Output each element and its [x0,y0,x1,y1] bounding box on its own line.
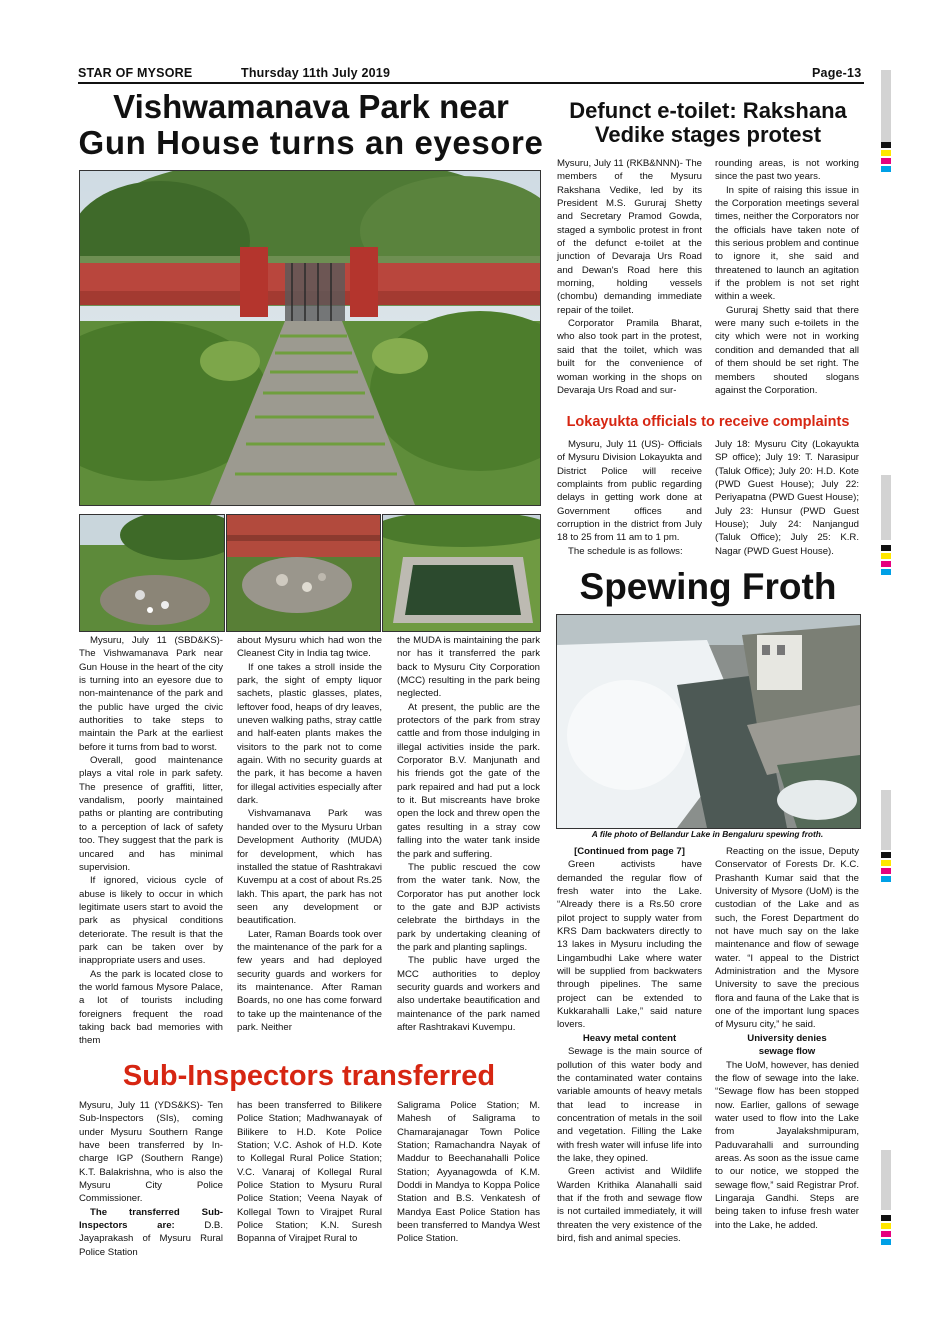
park-headline-line1: Vishwamanava Park near [113,88,509,125]
froth-subhead-university: University denies sewage flow [747,1032,827,1058]
park-col1-para: Overall, good maintenance plays a vital role in park safety. The presence of graffiti, litter, vandalism, poorly maintained paths or planting are contributing to a perception of lack of safety too. They suggest that the park is uncared and has minimal supervision. [79,755,223,873]
toilet-headline-line1: Defunct e-toilet: Rakshana [569,98,847,123]
froth-subhead-metal: Heavy metal content [582,1032,677,1044]
froth-photo [556,614,861,829]
si-list-lead: The transferred Sub-Inspectors are: [79,1206,223,1232]
froth-col1-para: Sewage is the main source of pollution of this water body and the contaminated water contains variable amounts of heavy metals that lead to increase in concentration of metals in the soil and vegetation. Filling the Lake with fresh water will infuse life into the lake, they opined. [557,1046,702,1164]
park-col3-para: the MUDA is maintaining the park nor has it transferred the park back to Mysuru City Corporation (MCC) resulting in the park being neglected. [397,635,540,700]
park-col1-para: As the park is located close to the world famous Mysore Palace, a lot of tourists including foreigners frequent the road taking back bad memories with them [79,968,223,1047]
lokayukta-headline: Lokayukta officials to receive complaints [566,414,850,430]
park-headline-line2: Gun House turns an eyesore [78,123,544,161]
si-col1-para [79,1206,223,1259]
toilet-article-col2 [715,157,859,397]
froth-col1-para: Green activist and Wildlife Warden Krithika Alanahalli said that if the froth and sewage flow is not curtailed immediately, it will threaten the very existence of the bird, fish and animal species. [557,1166,702,1244]
toilet-headline-line2: Vedike stages protest [594,121,822,147]
lokayukta-col1-para: Mysuru, July 11 (US)- Officials of Mysuru Division Lokayukta and District Police will receive complaints from public regarding delays in getting work done at Government offices and corruption in the district from July 18 to 25 from 11 am to 1 pm. [557,439,702,544]
registration-black [881,852,891,858]
lokayukta-col1-para: The schedule is as follows: [568,545,683,557]
lokayukta-article-col1 [557,438,702,558]
registration-yellow [881,150,891,156]
registration-cyan [881,876,891,882]
toilet-col2-para: In spite of raising this issue in the Corporation meetings several times, neither the Corporators nor the officials have taken note of this serious problem and continue to ignore it, she said and threatened to launch an agitation if the problem is not set right within a week. [715,184,859,303]
froth-article-col2 [715,845,859,1232]
froth-col1-para: Green activists have demanded the regular flow of fresh water into the Lake. “Already there is a Rs.50 crore pilot project to supply water from KRS Dam backwaters directly to 13 lakes in Mysuru including the Lingambudhi Lake where water will be supplied from backwaters through pipelines. The same project can be extended to Kukkarahalli Lake,” said nature lovers. [557,859,702,1031]
park-article-col2 [237,634,382,1034]
toilet-col2-para: rounding areas, is not working since the past two years. [715,158,859,183]
park-col2-para: If one takes a stroll inside the park, the sight of empty liquor sachets, plastic glasses, plates, leftover food, heaps of dry leaves, uneven walking paths, stray cattle and half-eaten plants makes the visitors to the park not to come again. With no security guards at the park, it has become a haven for illegal activities especially after dark. [237,661,382,807]
litter-image [80,515,224,631]
park-article-col3 [397,634,540,1034]
park-col3-para: The public rescued the cow from the water tank. Now, the Corporator has put another lock to the gate and BJP activists celebrate the birthdays in the park by undertaking cleaning of the park and planting saplings. [397,861,540,953]
si-col1-para: Mysuru, July 11 (YDS&KS)- Ten Sub-Inspectors (SIs), coming under Mysuru Southern Range have been transferred by In-charge IGP (Southern Range) K.T. Balakrishna, who is also the Mysuru City Police Commissioner. [79,1100,223,1205]
publication-name: STAR OF MYSORE [78,66,193,80]
park-col2-para: Later, Raman Boards took over the maintenance of the park for a few years and had deployed security guards and workers for its maintenance. After Raman Boards, no one has come forward to take up the maintenance of the park. Neither [237,928,382,1033]
toilet-col2-para: Gururaj Shetty said that there were many such e-toilets in the city which were not in working condition and demanded that all of them should be set right. The members shouted slogans against the Corporation. [715,304,859,396]
registration-cyan [881,569,891,575]
registration-yellow [881,1223,891,1229]
registration-magenta [881,1231,891,1237]
si-col2-para: has been transferred to Bilikere Police Station; Madhwanayak of Bilikere to H.D. Kote Police Station; V.C. Ashok of H.D. Kote to Kollegal Rural Police Station; V.C. Vanaraj of Kollegal Rural Police Station to Mysuru Rural Police Station; Veena Nayak of Kollegal Town to Virajpet Rural Police Station; K.N. Suresh Bopanna of Virajpet Rural to [237,1100,382,1245]
froth-article-col1 [557,845,702,1245]
froth-col2-para: Reacting on the issue, Deputy Conservator of Forests Dr. K.C. Prashanth Kumar said that the University of Mysore (UoM) is the custodian of the Lake and as such, the Forest Department do not have much say on the lake maintenance and flow of sewage water. “I appeal to the District Administration and the Mysore University to save the precious flora and fauna of the Lake that is one of the important lung spaces of Mysuru city,” he said. [715,846,859,1031]
park-col2-para: about Mysuru which had won the Cleanest City in India tag twice. [237,635,382,660]
park-pathway-image [80,171,540,505]
froth-headline: Spewing Froth [579,566,837,607]
park-col3-para: At present, the public are the protectors of the park from stray cattle and from those indulging in illegal activities inside the park. Corporator B.V. Manjunath and his friends got the gate of the park repaired and had put a lock to it. But miscreants have broke open the lock and threw open the gates resulting in a stray cow falling into the water tank inside the park and suffering. [397,701,540,860]
park-photo-debris [226,514,381,632]
registration-cyan [881,166,891,172]
registration-black [881,1215,891,1221]
si-article-col1 [79,1099,223,1259]
registration-black [881,142,891,148]
park-col1-para: Mysuru, July 11 (SBD&KS)- The Vishwamanava Park near Gun House in the heart of the city is turning into an eyesore due to non-maintenance of the park and the public have urged the civic authorities to take steps to maintain the Park at the earliest before it turns from bad to worst. [79,635,223,753]
si-col3-para: Saligrama Police Station; M. Mahesh of Saligrama to Chamarajanagar Town Police Station; Ramachandra Nayak of Maddur to Beechanahalli Police Station; Ayyanagowda of K.M. Doddi in Mandya to Koppa Police Station and B.S. Venkatesh of Mandya East Police Station has been transferred to Mandya West Police Station. [397,1100,540,1245]
issue-date: Thursday 11th July 2019 [241,66,391,80]
froth-col2-para: The UoM, however, has denied the flow of sewage into the lake. “Sewage flow has been stopped now. Earlier, gallons of sewage water used to flow into the Lake from Jayalakshmipuram, Paduvarahalli and surrounding areas. As soon as the issue came to our notice, we stopped the sewage flow,” said Registrar Prof. Lingaraja Gandhi. Steps are being taken to infuse fresh water into the Lake, he added. [715,1059,859,1231]
park-photo-litter [79,514,225,632]
si-article-col3 [397,1099,540,1246]
park-col2-para: Vishvamanava Park was handed over to the Mysuru Urban Development Authority (MUDA) for development, which has installed the statue of Rashtrakavi Kuvempu at a cost of about Rs.25 lakh. This apart, the park has not seen any development or beautification. [237,808,382,927]
lokayukta-schedule: July 18: Mysuru City (Lokayukta SP office); July 19: T. Narasipur (Taluk Office); July 20: H.D. Kote (PWD Guest House); July 22: Periyapatna (PWD Guest House); July 23: Hunsur (PWD Guest House); July 24: Nanjangud (Taluk Office); July 25: K.R. Nagar (PWD Guest House). [715,439,859,557]
registration-grey-bar [881,475,891,540]
continued-note: [Continued from page 7] [574,846,685,857]
registration-magenta [881,561,891,567]
page-number: Page-13 [812,66,862,80]
park-col1-para: If ignored, vicious cycle of abuse is likely to occur in which legitimate users start to avoid the park as physical conditions deteriorate. The result is that the park can be taken over by inappropriate users and uses. [79,875,223,967]
toilet-headline [554,99,862,147]
si-headline: Sub-Inspectors transferred [122,1060,496,1092]
park-photo-water-tank [382,514,541,632]
debris-image [227,515,380,631]
registration-cyan [881,1239,891,1245]
registration-yellow [881,553,891,559]
park-main-photo [79,170,541,506]
toilet-article-col1 [557,157,702,397]
lokayukta-article-col2 [715,438,859,558]
header-rule [78,82,864,84]
registration-magenta [881,158,891,164]
bellandur-lake-image [557,615,860,828]
registration-magenta [881,868,891,874]
si-list-start: D.B. Jayaprakash of Mysuru Rural Police Station [79,1220,223,1258]
toilet-col1-para: Corporator Pramila Bharat, who also took part in the protest, said that the toilet, which was built for the convenience of woman working in the shops on Devaraja Urs Road and sur- [557,318,702,396]
park-col3-para: The public have urged the MCC authorities to deploy security guards and workers and also undertake beautification and maintenance of the park named after Rashtrakavi Kuvempu. [397,955,540,1033]
si-article-col2 [237,1099,382,1246]
froth-caption: A file photo of Bellandur Lake in Bengaluru spewing froth. [591,829,824,839]
park-headline [78,89,544,160]
registration-yellow [881,860,891,866]
toilet-col1-para: Mysuru, July 11 (RKB&NNN)- The members of the Mysuru Rakshana Vedike, led by its President M.S. Gururaj Shetty and Secretary Pramod Gowda, staged a symbolic protest in front of the defunct e-toilet at the junction of Devaraja Urs Road and Dewan's Road here this morning, holding vessels (chombu) demanding immediate repair of the toilet. [557,158,702,316]
registration-black [881,545,891,551]
registration-grey-bar [881,70,891,142]
registration-grey-bar [881,790,891,850]
water-tank-image [383,515,540,631]
registration-grey-bar [881,1150,891,1210]
park-article-col1 [79,634,223,1048]
